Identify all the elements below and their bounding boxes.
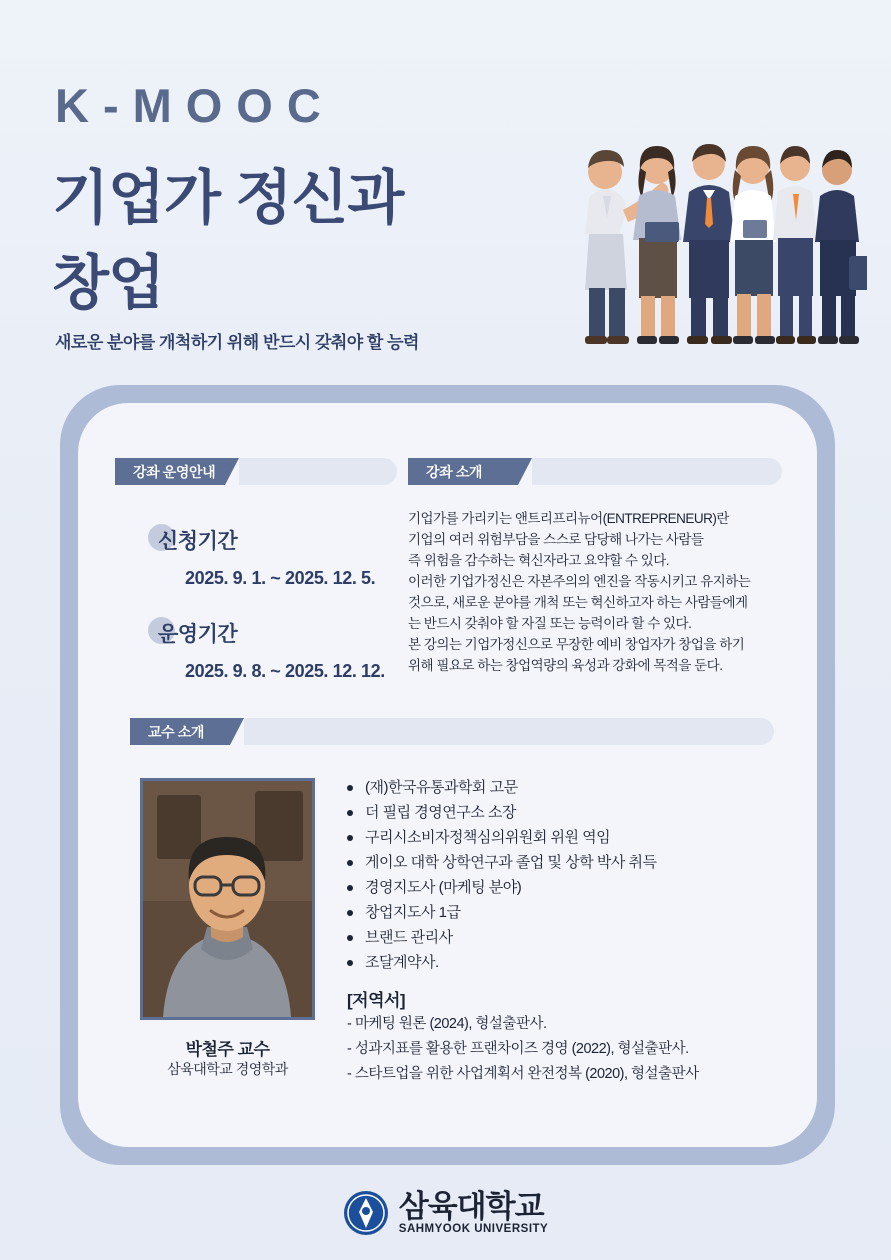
intro-tab-bar (532, 458, 782, 485)
list-item: (재)한국유통과학회 고문 (345, 775, 775, 800)
list-item: 경영지도사 (마케팅 분야) (345, 875, 775, 900)
section-tab-operation: 강좌 운영안내 (115, 458, 225, 485)
university-logo-text (398, 1188, 549, 1236)
intro-line: 이러한 기업가정신은 자본주의의 엔진을 작동시키고 유지하는 (408, 574, 751, 589)
brand-kmooc: K-MOOC (55, 79, 335, 132)
books-section-title: [저역서] (347, 991, 406, 1010)
intro-line: 기업가를 가리키는 앤트리프리뉴어(ENTREPRENEUR)란 (408, 511, 729, 526)
intro-line: 는 반드시 갖춰야 할 자질 또는 능력이라 할 수 있다. (408, 616, 692, 631)
apply-period-label: 신청기간 (158, 530, 238, 553)
list-item: - 마케팅 원론 (2024), 형설출판사. (347, 1016, 547, 1032)
intro-line: 기업의 여러 위험부담을 스스로 담당해 나가는 사람들 (408, 532, 704, 547)
university-name-en: SAHMYOOK UNIVERSITY (398, 1222, 549, 1235)
section-tab-professor: 교수 소개 (130, 718, 230, 745)
intro-line: 위해 필요로 하는 창업역량의 육성과 강화에 목적을 둔다. (408, 658, 723, 673)
list-item: 게이오 대학 상학연구과 졸업 및 상학 박사 취득 (345, 850, 775, 875)
list-item: - 스타트업을 위한 사업계획서 완전정복 (2020), 형설출판사 (347, 1066, 699, 1082)
operation-tab-bar (239, 458, 397, 485)
page-title-line2: 창업 (52, 250, 164, 316)
professor-photo (140, 778, 315, 1020)
professor-department: 삼육대학교 경영학과 (167, 1061, 288, 1077)
university-emblem-icon (343, 1190, 389, 1236)
university-name-ko: 삼육대학교 (398, 1188, 544, 1224)
professor-tab-bar (244, 718, 774, 745)
poster-header (0, 0, 891, 375)
intro-line: 것으로, 새로운 분야를 개척 또는 혁신하고자 하는 사람들에게 (408, 595, 748, 610)
course-intro-text (408, 508, 783, 676)
run-period-label: 운영기간 (158, 623, 238, 646)
page-title-line1: 기업가 정신과 (52, 165, 404, 231)
intro-line: 본 강의는 기업가정신으로 무장한 예비 창업자가 창업을 하기 (408, 637, 745, 652)
list-item: 더 필립 경영연구소 소장 (345, 800, 775, 825)
intro-line: 즉 위험을 감수하는 혁신자라고 요약할 수 있다. (408, 553, 670, 568)
run-period-value: 2025. 9. 8. ~ 2025. 12. 12. (185, 661, 385, 681)
professor-name: 박철주 교수 (185, 1040, 270, 1059)
business-people-illustration (537, 110, 867, 360)
list-item: - 성과지표를 활용한 프랜차이즈 경영 (2022), 형설출판사. (347, 1041, 689, 1057)
professor-credentials-list (345, 775, 775, 975)
page-subtitle: 새로운 분야를 개척하기 위해 반드시 갖춰야 할 능력 (55, 333, 419, 352)
apply-period-value: 2025. 9. 1. ~ 2025. 12. 5. (185, 568, 376, 588)
list-item: 창업지도사 1급 (345, 900, 775, 925)
books-list (347, 1012, 777, 1087)
footer (0, 1190, 891, 1236)
list-item: 조달계약사. (345, 950, 775, 975)
list-item: 브랜드 관리사 (345, 925, 775, 950)
list-item: 구리시소비자정책심의위원회 위원 역임 (345, 825, 775, 850)
section-tab-intro: 강좌 소개 (408, 458, 518, 485)
